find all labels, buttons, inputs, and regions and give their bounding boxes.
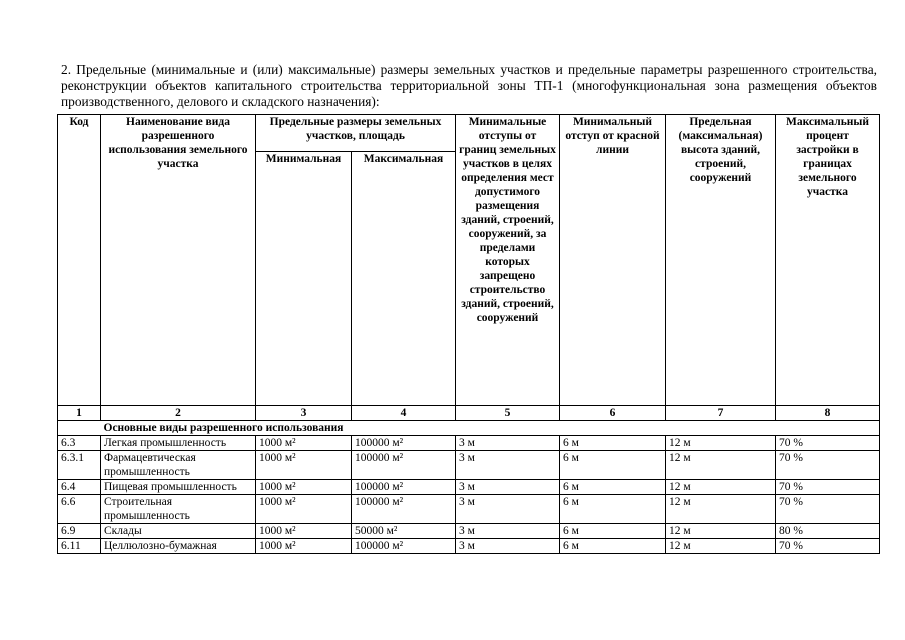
cell-code: 6.3.1 — [58, 451, 101, 480]
cell-height: 12 м — [666, 480, 776, 495]
cell-coverage: 70 % — [776, 539, 880, 554]
cell-code: 6.9 — [58, 524, 101, 539]
header-red-line: Минимальный отступ от красной линии — [560, 115, 666, 406]
header-setback: Минимальные отступы от границ земельных участков в целях определения мест допустимого размещения зданий, строений, сооружений, за пределами которых запрещено строительство зданий, строений, сооружений — [456, 115, 560, 406]
table-row — [58, 524, 880, 539]
header-size-group: Предельные размеры земельных участков, площадь — [256, 115, 456, 152]
cell-max: 100000 м² — [352, 436, 456, 451]
cell-setback: 3 м — [456, 451, 560, 480]
cell-setback: 3 м — [456, 524, 560, 539]
cell-min: 1000 м² — [256, 524, 352, 539]
col-number: 3 — [256, 406, 352, 421]
section-spacer — [58, 421, 101, 436]
cell-coverage: 80 % — [776, 524, 880, 539]
header-height: Предельная (максимальная) высота зданий, строений, сооружений — [666, 115, 776, 406]
cell-coverage: 70 % — [776, 436, 880, 451]
intro-paragraph: 2. Предельные (минимальные и (или) максимальные) размеры земельных участков и предельные параметры разрешенного строительства, реконструкции объектов капитального строительства территориальной зоны ТП-1 (многофункциональная зона размещения объектов производственного, делового и складского назначения): — [61, 62, 877, 109]
header-code: Код — [58, 115, 101, 406]
cell-name: Пищевая промышленность — [101, 480, 256, 495]
col-number: 6 — [560, 406, 666, 421]
cell-height: 12 м — [666, 495, 776, 524]
zoning-parameters-table — [57, 114, 880, 554]
section-title: Основные виды разрешенного использования — [101, 421, 880, 436]
cell-name: Легкая промышленность — [101, 436, 256, 451]
section-row — [58, 421, 880, 436]
col-number: 5 — [456, 406, 560, 421]
header-max: Максимальная — [352, 152, 456, 406]
cell-setback: 3 м — [456, 480, 560, 495]
cell-red-line: 6 м — [560, 539, 666, 554]
column-numbers-row — [58, 406, 880, 421]
cell-code: 6.3 — [58, 436, 101, 451]
cell-coverage: 70 % — [776, 451, 880, 480]
cell-name: Целлюлозно-бумажная — [101, 539, 256, 554]
cell-height: 12 м — [666, 539, 776, 554]
cell-setback: 3 м — [456, 436, 560, 451]
cell-coverage: 70 % — [776, 480, 880, 495]
header-min: Минимальная — [256, 152, 352, 406]
cell-max: 100000 м² — [352, 480, 456, 495]
col-number: 1 — [58, 406, 101, 421]
cell-code: 6.6 — [58, 495, 101, 524]
cell-height: 12 м — [666, 524, 776, 539]
cell-red-line: 6 м — [560, 436, 666, 451]
cell-name: Фармацевтическая промышленность — [101, 451, 256, 480]
table-row — [58, 436, 880, 451]
table-row — [58, 539, 880, 554]
table-row — [58, 480, 880, 495]
cell-min: 1000 м² — [256, 495, 352, 524]
table-row — [58, 495, 880, 524]
cell-min: 1000 м² — [256, 480, 352, 495]
cell-red-line: 6 м — [560, 451, 666, 480]
cell-setback: 3 м — [456, 495, 560, 524]
cell-height: 12 м — [666, 436, 776, 451]
cell-name: Строительная промышленность — [101, 495, 256, 524]
cell-red-line: 6 м — [560, 495, 666, 524]
col-number: 4 — [352, 406, 456, 421]
col-number: 8 — [776, 406, 880, 421]
header-coverage: Максимальный процент застройки в границах земельного участка — [776, 115, 880, 406]
cell-coverage: 70 % — [776, 495, 880, 524]
cell-red-line: 6 м — [560, 524, 666, 539]
cell-max: 50000 м² — [352, 524, 456, 539]
cell-height: 12 м — [666, 451, 776, 480]
cell-max: 100000 м² — [352, 539, 456, 554]
cell-min: 1000 м² — [256, 451, 352, 480]
cell-name: Склады — [101, 524, 256, 539]
col-number: 2 — [101, 406, 256, 421]
cell-max: 100000 м² — [352, 451, 456, 480]
cell-min: 1000 м² — [256, 539, 352, 554]
table-row — [58, 451, 880, 480]
cell-min: 1000 м² — [256, 436, 352, 451]
col-number: 7 — [666, 406, 776, 421]
cell-setback: 3 м — [456, 539, 560, 554]
cell-red-line: 6 м — [560, 480, 666, 495]
cell-max: 100000 м² — [352, 495, 456, 524]
cell-code: 6.11 — [58, 539, 101, 554]
cell-code: 6.4 — [58, 480, 101, 495]
header-name: Наименование вида разрешенного использования земельного участка — [101, 115, 256, 406]
header-row-1 — [58, 115, 880, 152]
